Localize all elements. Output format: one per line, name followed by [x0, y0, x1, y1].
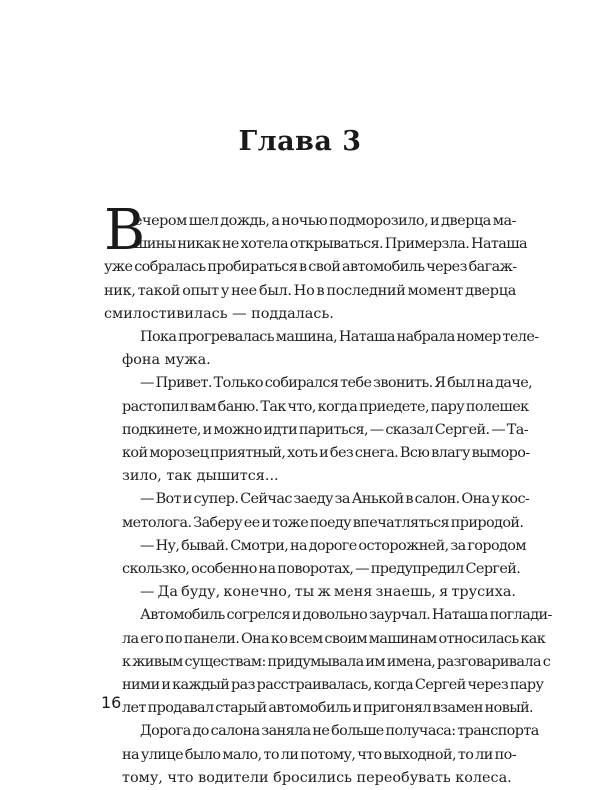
text-line: подкинете, и можно идти париться, — сказал Сергей. — Та-	[122, 421, 529, 438]
paragraph-8	[104, 720, 539, 790]
text-line: Дорога до салона заняла не больше получаса: транспорта	[140, 723, 539, 740]
paragraph-4	[104, 488, 530, 534]
text-line: растопил вам баню. Так что, когда приедете, пару полешек	[122, 398, 529, 415]
text-line: — Привет. Только собирался тебе звонить. Я был на даче,	[140, 375, 533, 392]
text-line: уже собралась пробираться в свой автомобиль через багаж-	[104, 259, 517, 276]
text-line: лет продавал старый автомобиль и пригонял взамен новый.	[122, 700, 534, 717]
text-line: — Ну, бывай. Смотри, на дороге осторожней, за городом	[140, 537, 526, 554]
text-line: зило, так дышится...	[122, 468, 279, 485]
text-line: смилостивилась — поддалась.	[104, 305, 334, 322]
text-line: — Вот и супер. Сейчас заеду за Анькой в салон. Она у кос-	[140, 491, 530, 508]
paragraph-1	[104, 198, 528, 326]
text-line: Автомобиль согрелся и довольно заурчал. Наташа поглади-	[140, 607, 552, 624]
text-line: ла его по панели. Она ко всем своим машинам относилась как	[122, 630, 546, 647]
text-line: фона мужа.	[122, 352, 211, 369]
text-line: скользко, особенно на поворотах, — предупредил Сергей.	[122, 561, 521, 578]
drop-cap-letter: В	[104, 198, 146, 263]
text-line: кой морозец приятный, хоть и без снега. Всю влагу выморо-	[122, 445, 530, 462]
paragraph-3	[104, 372, 533, 488]
paragraph-5	[104, 535, 526, 581]
text-line: тому, что водители бросились переобувать колеса.	[122, 769, 512, 786]
chapter-body	[104, 198, 552, 790]
paragraph-7	[104, 604, 552, 720]
text-line: ник, такой опыт у нее был. Но в последний момент дверца	[104, 282, 516, 299]
text-line: шины никак не хотела открываться. Примерзла. Наташа	[134, 236, 528, 253]
paragraph-6	[104, 581, 516, 604]
text-line: Пока прогревалась машина, Наташа набрала номер теле-	[140, 329, 539, 346]
text-line: — Да буду, конечно, ты ж меня знаешь, я трусиха.	[140, 584, 516, 601]
paragraph-2	[104, 326, 539, 372]
text-line: на улице было мало, то ли потому, что выходной, то ли по-	[122, 746, 516, 763]
chapter-title: Глава 3	[238, 126, 362, 157]
text-line: к живым существам: придумывала им имена, разговаривала с	[122, 653, 551, 670]
text-line: ними и каждый раз расстраивалась, когда Сергей через пару	[122, 677, 544, 694]
text-line: ечером шел дождь, а ночью подморозило, и дверца ма-	[134, 213, 516, 229]
text-line: метолога. Заберу ее и тоже поеду впечатляться природой.	[122, 514, 524, 531]
page-number: 16	[101, 693, 122, 712]
